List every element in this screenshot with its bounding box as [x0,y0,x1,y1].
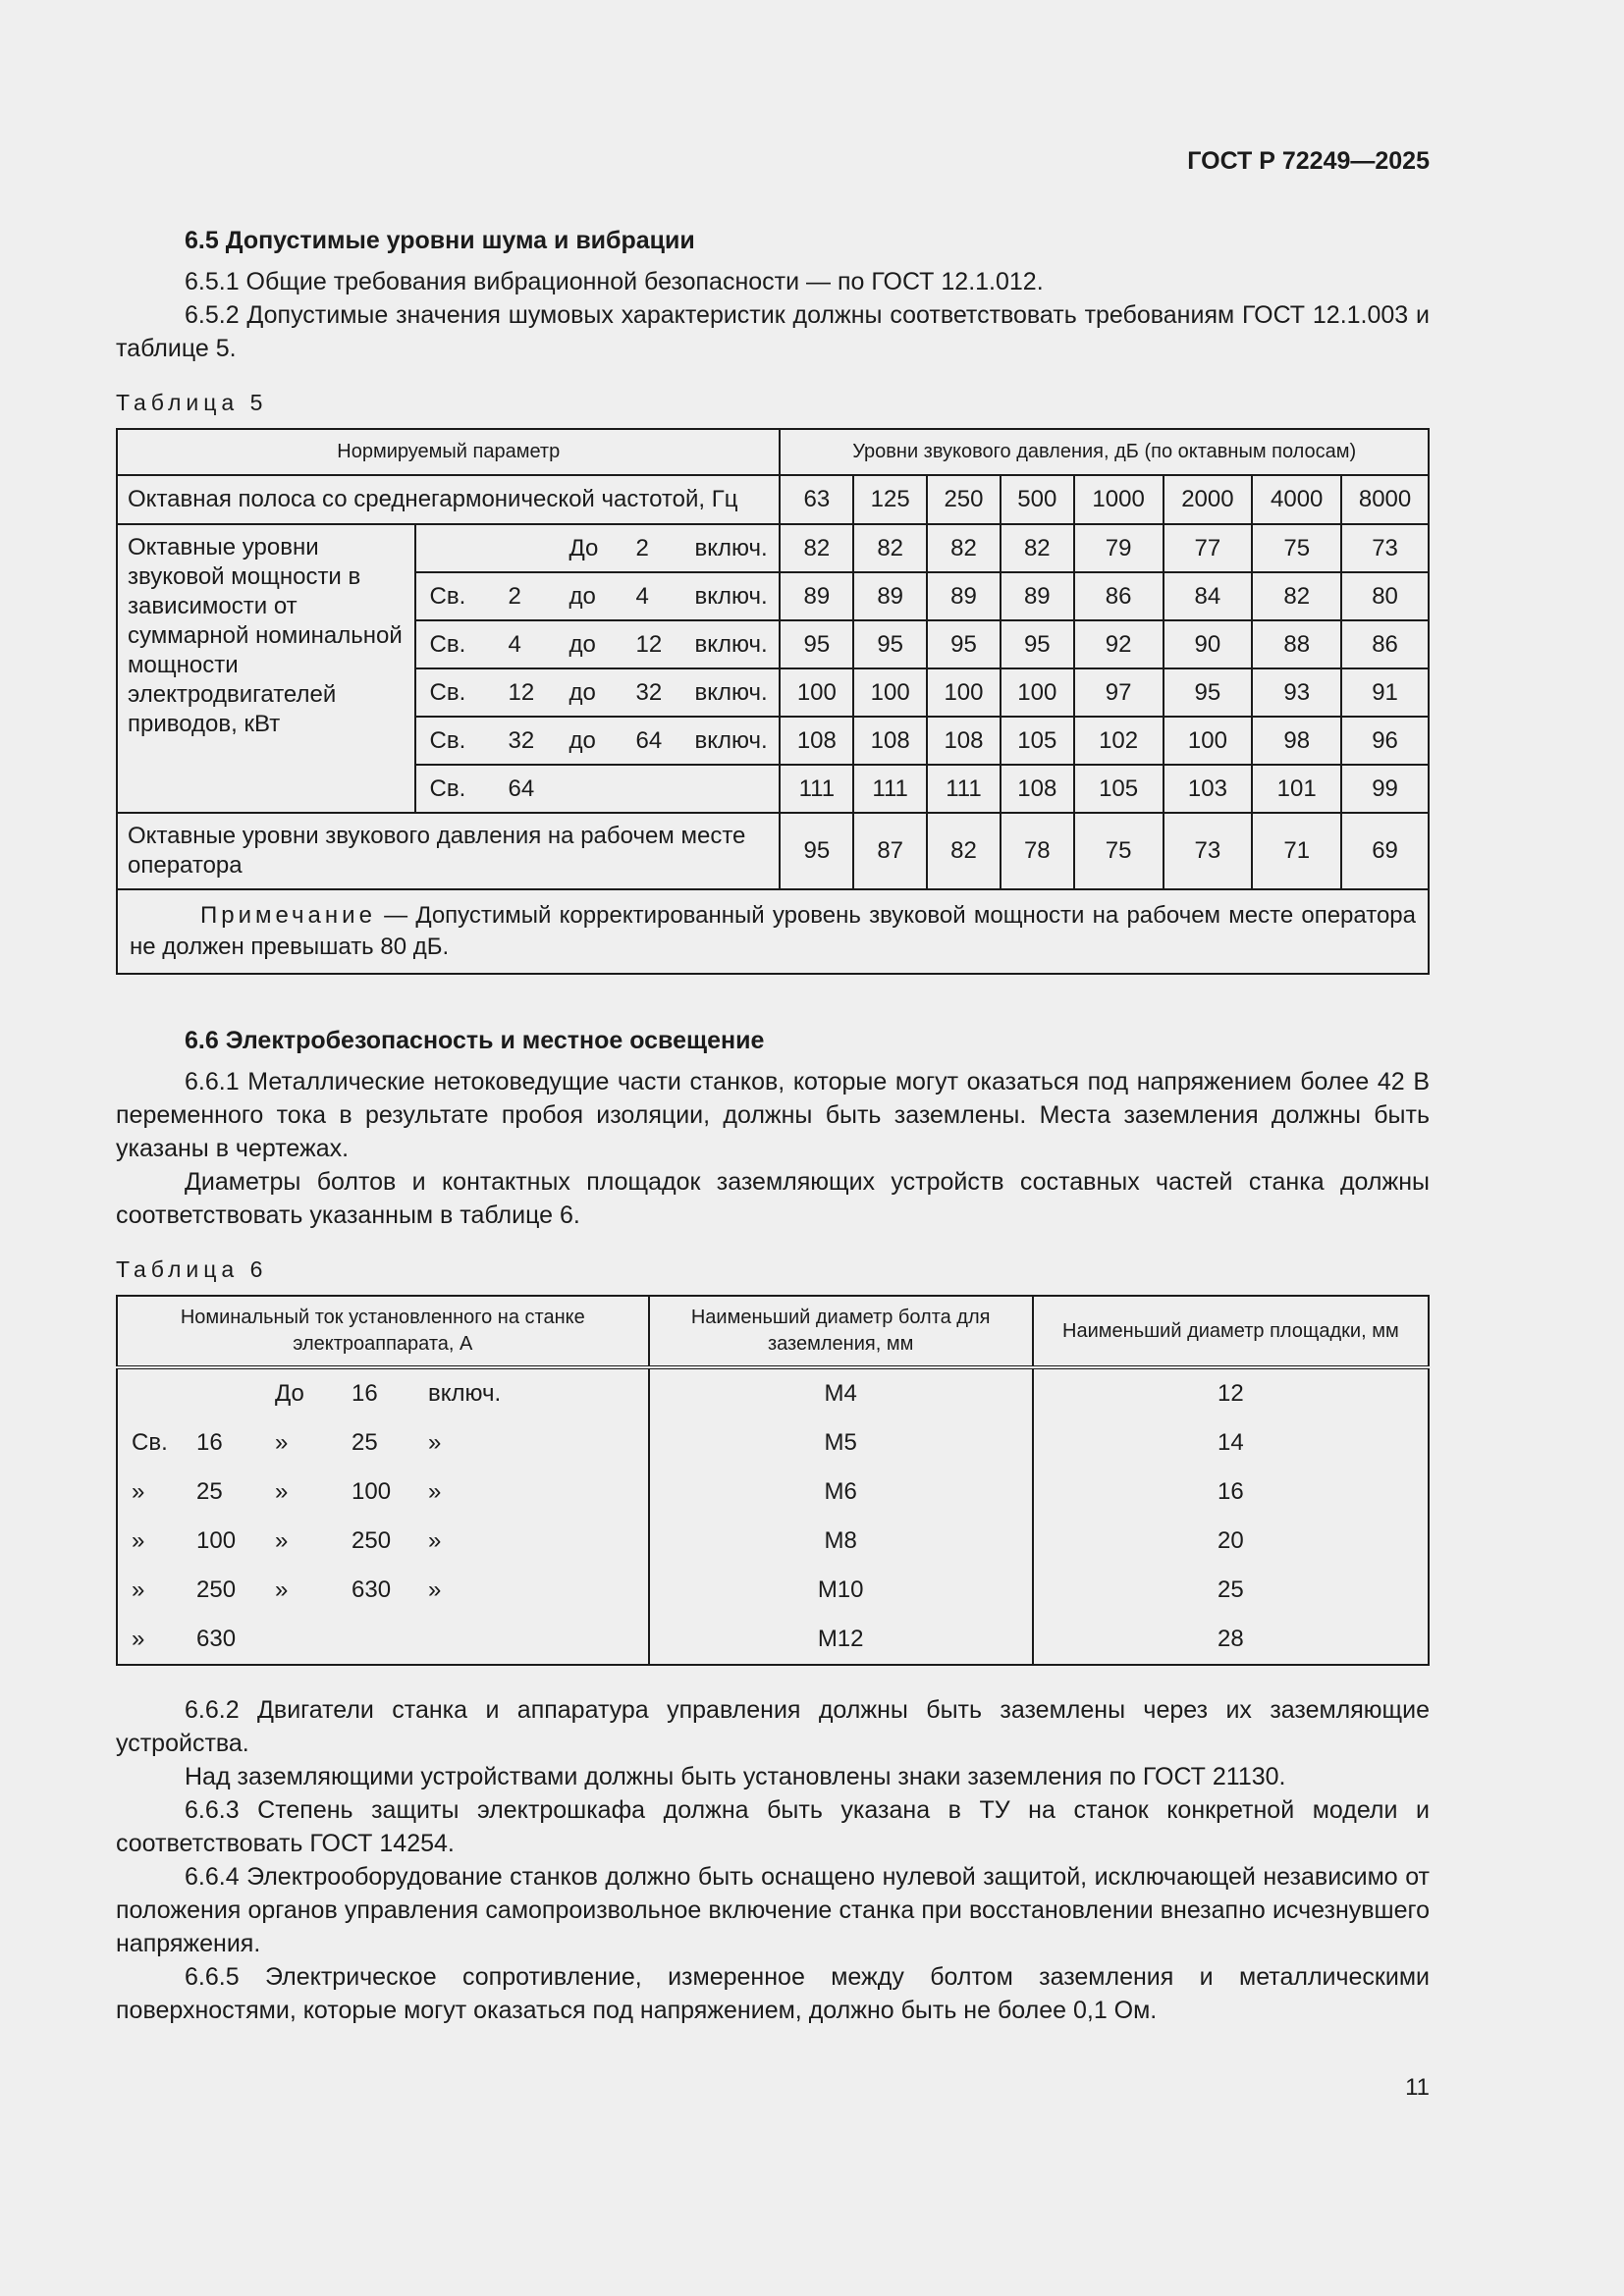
table-6-header-pad: Наименьший диаметр площадки, мм [1033,1296,1429,1367]
value-cell: 78 [1001,813,1074,889]
value-cell: 82 [927,524,1001,572]
value-cell: 111 [780,765,853,813]
value-cell: 98 [1252,717,1341,765]
freq-cell: 1000 [1074,475,1164,524]
page-number: 11 [1405,2074,1430,2101]
pad-cell: 20 [1033,1517,1429,1566]
value-cell: 102 [1074,717,1164,765]
value-cell: 90 [1164,620,1253,668]
section-6-5-title: 6.5 Допустимые уровни шума и вибрации [185,227,695,254]
current-range: » 100 » 250 » [117,1517,649,1566]
power-range: Св. 64 [415,765,781,813]
table-5 [116,428,1430,975]
freq-cell: 250 [927,475,1001,524]
value-cell: 86 [1341,620,1429,668]
value-cell: 82 [853,524,927,572]
value-cell: 89 [1001,572,1074,620]
page-content [116,224,1430,2027]
paragraph-6-6-4: 6.6.4 Электрооборудование станков должно быть оснащено нулевой защитой, исключающей независимо от положения органов управления самопроизвольное включение станка при восстановлении внезапно исчезнувшего напряжения. [116,1863,1430,1957]
table-5-group-label: Октавные уровни звуковой мощности в зависимости от суммарной номинальной мощности электродвигателей приводов, кВт [117,524,415,813]
value-cell: 84 [1164,572,1253,620]
value-cell: 95 [927,620,1001,668]
value-cell: 111 [927,765,1001,813]
value-cell: 69 [1341,813,1429,889]
pad-cell: 12 [1033,1367,1429,1418]
table-6-caption: Таблица 6 [116,1256,268,1282]
value-cell: 108 [1001,765,1074,813]
note-text: — Допустимый корректированный уровень звуковой мощности на рабочем месте оператора не должен превышать 80 дБ. [130,902,1416,960]
pad-cell: 25 [1033,1566,1429,1615]
value-cell: 82 [927,813,1001,889]
table-row [117,1615,1429,1665]
table-row [117,1468,1429,1517]
paragraph-6-6-1: 6.6.1 Металлические нетоковедущие части станков, которые могут оказаться под напряжением более 42 В переменного тока в результате пробоя изоляции, должны быть заземлены. Места заземления должны быть указаны в чертежах. [116,1068,1430,1162]
freq-cell: 2000 [1164,475,1253,524]
power-range: Св. 2 до 4 включ. [415,572,781,620]
bolt-cell: М4 [649,1367,1033,1418]
table-6 [116,1295,1430,1666]
pad-cell: 16 [1033,1468,1429,1517]
current-range: До 16 включ. [117,1367,649,1418]
value-cell: 89 [853,572,927,620]
table-row [117,1517,1429,1566]
bolt-cell: М5 [649,1418,1033,1468]
bolt-cell: М12 [649,1615,1033,1665]
value-cell: 88 [1252,620,1341,668]
table-5-header-levels: Уровни звукового давления, дБ (по октавным полосам) [780,429,1429,475]
value-cell: 95 [780,813,853,889]
pad-cell: 28 [1033,1615,1429,1665]
power-range: До 2 включ. [415,524,781,572]
power-range: Св. 4 до 12 включ. [415,620,781,668]
value-cell: 100 [780,668,853,717]
table-5-operator-row [117,813,1429,889]
document-id: ГОСТ Р 72249—2025 [1187,147,1430,175]
paragraph-6-6-2-b: Над заземляющими устройствами должны быть установлены знаки заземления по ГОСТ 21130. [185,1763,1286,1790]
table-5-freq-row [117,475,1429,524]
paragraph-6-6-1-b: Диаметры болтов и контактных площадок заземляющих устройств составных частей станка должны соответствовать указанным в таблице 6. [116,1168,1430,1229]
value-cell: 100 [1164,717,1253,765]
value-cell: 82 [780,524,853,572]
current-range: » 250 » 630 » [117,1566,649,1615]
table-5-note [117,889,1429,974]
bolt-cell: М10 [649,1566,1033,1615]
value-cell: 82 [1001,524,1074,572]
freq-cell: 63 [780,475,853,524]
pad-cell: 14 [1033,1418,1429,1468]
value-cell: 79 [1074,524,1164,572]
value-cell: 93 [1252,668,1341,717]
value-cell: 108 [927,717,1001,765]
table-row [117,1566,1429,1615]
paragraph-6-6-3: 6.6.3 Степень защиты электрошкафа должна быть указана в ТУ на станок конкретной модели и соответствовать ГОСТ 14254. [116,1796,1430,1857]
value-cell: 108 [780,717,853,765]
table-5-note-row [117,889,1429,974]
table-row [117,524,1429,572]
value-cell: 108 [853,717,927,765]
value-cell: 87 [853,813,927,889]
value-cell: 100 [853,668,927,717]
freq-cell: 500 [1001,475,1074,524]
value-cell: 100 [1001,668,1074,717]
value-cell: 95 [1164,668,1253,717]
freq-cell: 4000 [1252,475,1341,524]
value-cell: 92 [1074,620,1164,668]
paragraph-6-6-2: 6.6.2 Двигатели станка и аппаратура управления должны быть заземлены через их заземляющие устройства. [116,1696,1430,1757]
current-range: Св. 16 » 25 » [117,1418,649,1468]
value-cell: 89 [927,572,1001,620]
value-cell: 86 [1074,572,1164,620]
value-cell: 97 [1074,668,1164,717]
value-cell: 75 [1252,524,1341,572]
value-cell: 96 [1341,717,1429,765]
freq-cell: 125 [853,475,927,524]
value-cell: 105 [1074,765,1164,813]
value-cell: 95 [780,620,853,668]
table-5-freq-label: Октавная полоса со среднегармонической частотой, Гц [117,475,780,524]
bolt-cell: М8 [649,1517,1033,1566]
table-6-header-current: Номинальный ток установленного на станке электроаппарата, А [117,1296,649,1367]
value-cell: 103 [1164,765,1253,813]
value-cell: 71 [1252,813,1341,889]
value-cell: 73 [1164,813,1253,889]
note-label: Примечание [200,902,376,929]
paragraph-6-5-2: 6.5.2 Допустимые значения шумовых характеристик должны соответствовать требованиям ГОСТ 12.1.003 и таблице 5. [116,301,1430,362]
section-6-6-title: 6.6 Электробезопасность и местное освещение [185,1027,765,1054]
value-cell: 95 [1001,620,1074,668]
value-cell: 77 [1164,524,1253,572]
value-cell: 100 [927,668,1001,717]
value-cell: 95 [853,620,927,668]
freq-cell: 8000 [1341,475,1429,524]
value-cell: 105 [1001,717,1074,765]
value-cell: 111 [853,765,927,813]
value-cell: 101 [1252,765,1341,813]
value-cell: 99 [1341,765,1429,813]
current-range: » 630 [117,1615,649,1665]
table-row [117,1367,1429,1418]
value-cell: 82 [1252,572,1341,620]
table-5-operator-label: Октавные уровни звукового давления на рабочем месте оператора [117,813,780,889]
paragraph-6-6-5: 6.6.5 Электрическое сопротивление, измеренное между болтом заземления и металлическими поверхностями, которые могут оказаться под напряжением, должно быть не более 0,1 Ом. [116,1963,1430,2024]
current-range: » 25 » 100 » [117,1468,649,1517]
table-5-header-param: Нормируемый параметр [117,429,780,475]
table-6-header-bolt: Наименьший диаметр болта для заземления, мм [649,1296,1033,1367]
value-cell: 89 [780,572,853,620]
value-cell: 91 [1341,668,1429,717]
value-cell: 75 [1074,813,1164,889]
power-range: Св. 12 до 32 включ. [415,668,781,717]
bolt-cell: М6 [649,1468,1033,1517]
value-cell: 73 [1341,524,1429,572]
table-row [117,1418,1429,1468]
value-cell: 80 [1341,572,1429,620]
paragraph-6-5-1: 6.5.1 Общие требования вибрационной безопасности — по ГОСТ 12.1.012. [185,268,1044,295]
power-range: Св. 32 до 64 включ. [415,717,781,765]
table-5-caption: Таблица 5 [116,390,268,415]
